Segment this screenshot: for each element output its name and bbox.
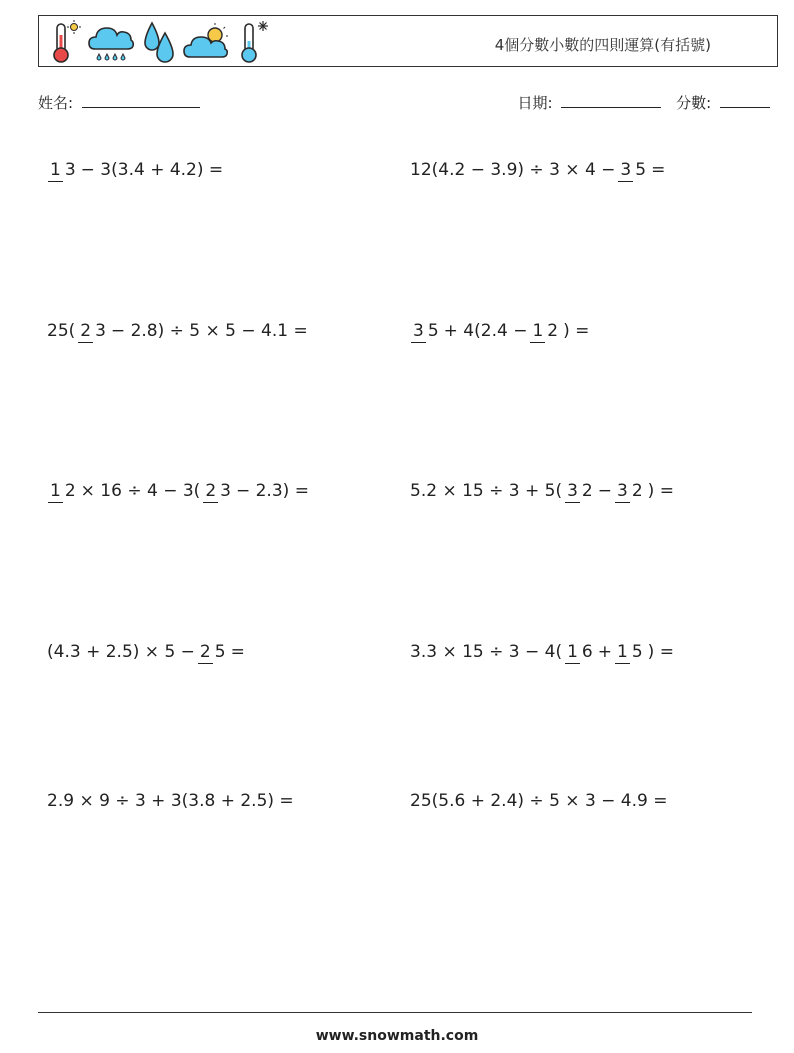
fraction: [565, 641, 595, 664]
fraction-numerator: 3: [617, 480, 628, 501]
expression-text: 25(: [47, 321, 76, 341]
problem-5: [46, 467, 310, 515]
header-box: [38, 15, 778, 67]
fraction-denominator: 5: [427, 320, 439, 341]
fraction-denominator: 5: [631, 641, 643, 662]
expression-text: ) =: [647, 642, 674, 662]
expression-text: + 4(2.4 −: [443, 321, 528, 341]
water-drops-icon: [141, 19, 177, 65]
fraction-denominator: 2: [64, 480, 76, 501]
expression-text: × 16 ÷ 4 − 3(: [80, 481, 201, 501]
rain-cloud-icon: [87, 19, 135, 65]
fraction-numerator: 2: [199, 641, 211, 662]
fraction-denominator: 3: [220, 480, 231, 501]
fraction-numerator: 2: [80, 320, 92, 341]
fraction-denominator: 6: [581, 641, 593, 662]
fraction: [615, 641, 645, 664]
fraction: [48, 480, 78, 503]
fraction-numerator: 3: [413, 320, 424, 341]
expression-text: 3.3 × 15 ÷ 3 − 4(: [410, 642, 563, 662]
expression-text: 12(4.2 − 3.9) ÷ 3 × 4 −: [410, 160, 616, 180]
thermometer-cold-icon: [237, 19, 271, 65]
fraction-denominator: 3: [95, 320, 106, 341]
problem-1: [46, 146, 224, 194]
score-blank-line[interactable]: [720, 106, 770, 108]
weather-icons: [47, 18, 271, 66]
fraction: [615, 480, 645, 503]
fraction: [565, 480, 595, 503]
score-label: 分數:: [676, 94, 712, 112]
date-score-fields: [518, 92, 770, 113]
footer-website: www.snowmath.com: [315, 1028, 479, 1044]
fraction: [530, 320, 560, 343]
fraction: [203, 480, 233, 503]
expression-text: ) =: [563, 321, 590, 341]
expression-text: 2.9 × 9 ÷ 3 + 3(3.8 + 2.5) =: [47, 791, 294, 811]
sun-cloud-icon: [183, 19, 231, 65]
expression-text: =: [230, 642, 245, 662]
date-label: 日期:: [517, 94, 553, 112]
problem-8: [409, 628, 675, 676]
fraction-numerator: 1: [50, 159, 61, 180]
expression-text: (4.3 + 2.5) × 5 −: [47, 642, 195, 662]
fraction-denominator: 2: [581, 480, 593, 501]
problem-6: [409, 467, 675, 515]
fraction-numerator: 3: [620, 159, 632, 180]
worksheet-title: 4個分數小數的四則運算(有括號): [494, 36, 711, 54]
fraction-numerator: 2: [205, 480, 217, 501]
expression-text: − 3(3.4 + 4.2) =: [80, 160, 224, 180]
fraction: [618, 159, 648, 182]
expression-text: 25(5.6 + 2.4) ÷ 5 × 3 − 4.9 =: [410, 791, 668, 811]
problem-7: [46, 628, 246, 676]
name-field: [38, 92, 200, 113]
expression-text: − 2.3) =: [235, 481, 309, 501]
expression-text: −: [597, 481, 612, 501]
expression-text: 5.2 × 15 ÷ 3 + 5(: [410, 481, 563, 501]
expression-text: − 2.8) ÷ 5 × 5 − 4.1 =: [110, 321, 308, 341]
fraction-denominator: 2: [631, 480, 643, 501]
problem-4: [409, 307, 590, 355]
problem-9: [46, 777, 295, 825]
fraction-denominator: 2: [547, 320, 559, 341]
footer-divider: [38, 1012, 752, 1013]
thermometer-hot-icon: [47, 19, 81, 65]
name-label: 姓名:: [38, 94, 74, 112]
expression-text: =: [651, 160, 666, 180]
fraction-numerator: 1: [567, 641, 578, 662]
problem-10: [409, 777, 669, 825]
fraction-denominator: 5: [635, 159, 647, 180]
fraction: [48, 159, 78, 182]
fraction-numerator: 3: [567, 480, 578, 501]
fraction-numerator: 1: [532, 320, 544, 341]
fraction-denominator: 5: [214, 641, 226, 662]
problem-2: [409, 146, 666, 194]
expression-text: +: [597, 642, 612, 662]
fraction-denominator: 3: [64, 159, 76, 180]
fraction: [198, 641, 228, 664]
fraction-numerator: 1: [617, 641, 628, 662]
fraction: [78, 320, 108, 343]
problem-3: [46, 307, 309, 355]
fraction-numerator: 1: [50, 480, 61, 501]
name-blank-line[interactable]: [82, 106, 200, 108]
fraction: [411, 320, 441, 343]
expression-text: ) =: [647, 481, 674, 501]
date-blank-line[interactable]: [561, 106, 661, 108]
